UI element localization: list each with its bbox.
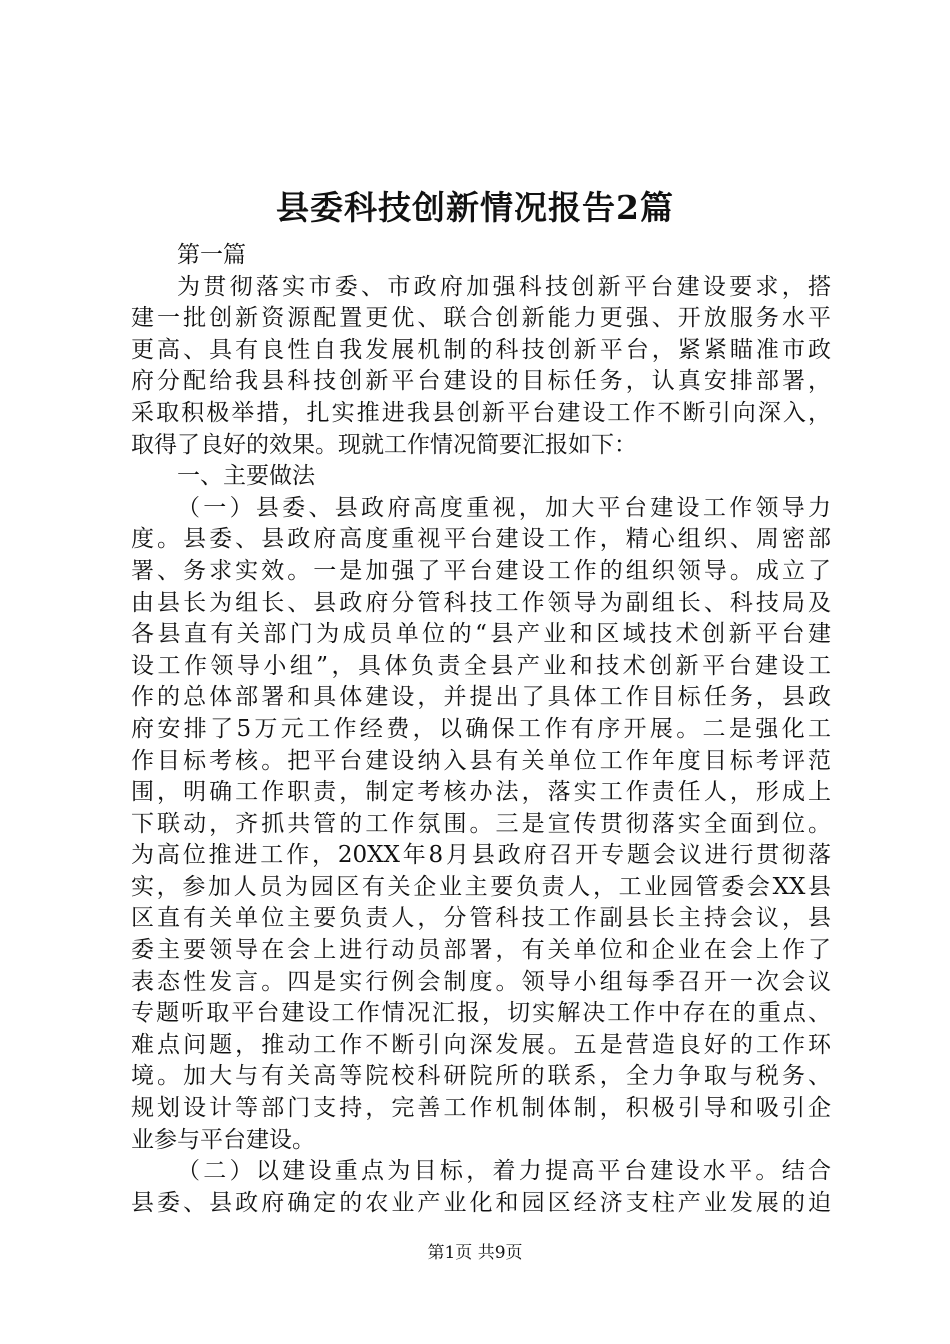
text-line: （二）以建设重点为目标，着力提高平台建设水平。结合 <box>177 1158 831 1185</box>
text-line: 专题听取平台建设工作情况汇报，切实解决工作中存在的重点、 <box>131 1000 831 1027</box>
text-line: 府安排了5万元工作经费，以确保工作有序开展。二是强化工 <box>131 715 831 742</box>
text-line: 围，明确工作职责，制定考核办法，落实工作责任人，形成上 <box>131 779 831 806</box>
text-line: 署、务求实效。一是加强了平台建设工作的组织领导。成立了 <box>131 557 831 584</box>
text-line: 难点问题，推动工作不断引向深发展。五是营造良好的工作环 <box>131 1031 831 1058</box>
text-line: 设工作领导小组”，具体负责全县产业和技术创新平台建设工 <box>131 652 831 679</box>
page-footer: 第1页 共9页 <box>427 1243 523 1263</box>
text-line: 度。县委、县政府高度重视平台建设工作，精心组织、周密部 <box>131 526 831 553</box>
text-line: 委主要领导在会上进行动员部署，有关单位和企业在会上作了 <box>131 937 831 964</box>
text-line: 为高位推进工作，20XX年8月县政府召开专题会议进行贯彻落 <box>131 842 831 869</box>
text-line: 规划设计等部门支持，完善工作机制体制，积极引导和吸引企 <box>131 1095 831 1122</box>
text-line: 采取积极举措，扎实推进我县创新平台建设工作不断引向深入， <box>131 399 831 426</box>
text-line: （一）县委、县政府高度重视，加大平台建设工作领导力 <box>177 494 831 521</box>
text-line: 为贯彻落实市委、市政府加强科技创新平台建设要求，搭 <box>177 273 831 300</box>
text-line: 境。加大与有关高等院校科研院所的联系，全力争取与税务、 <box>131 1063 831 1090</box>
text-line: 业参与平台建设。 <box>131 1126 315 1153</box>
text-line: 更高、具有良性自我发展机制的科技创新平台，紧紧瞄准市政 <box>131 336 831 363</box>
text-line: 下联动，齐抓共管的工作氛围。三是宣传贯彻落实全面到位。 <box>131 810 831 837</box>
text-line: 一、主要做法 <box>177 463 315 490</box>
text-line: 表态性发言。四是实行例会制度。领导小组每季召开一次会议 <box>131 968 831 995</box>
text-line: 作目标考核。把平台建设纳入县有关单位工作年度目标考评范 <box>131 747 831 774</box>
text-line: 县委、县政府确定的农业产业化和园区经济支柱产业发展的迫 <box>131 1189 831 1216</box>
text-line: 取得了良好的效果。现就工作情况简要汇报如下： <box>131 431 637 458</box>
text-line: 府分配给我县科技创新平台建设的目标任务，认真安排部署， <box>131 368 831 395</box>
text-line: 区直有关单位主要负责人，分管科技工作副县长主持会议，县 <box>131 905 831 932</box>
text-line: 建一批创新资源配置更优、联合创新能力更强、开放服务水平 <box>131 305 831 332</box>
text-line: 由县长为组长、县政府分管科技工作领导为副组长、科技局及 <box>131 589 831 616</box>
text-line: 作的总体部署和具体建设，并提出了具体工作目标任务，县政 <box>131 684 831 711</box>
text-line: 第一篇 <box>177 242 246 268</box>
document-title: 县委科技创新情况报告2篇 <box>276 188 674 227</box>
document-body <box>131 240 831 1219</box>
text-line: 各县直有关部门为成员单位的“县产业和区域技术创新平台建 <box>131 621 831 648</box>
text-line: 实，参加人员为园区有关企业主要负责人，工业园管委会XX县 <box>131 873 831 900</box>
